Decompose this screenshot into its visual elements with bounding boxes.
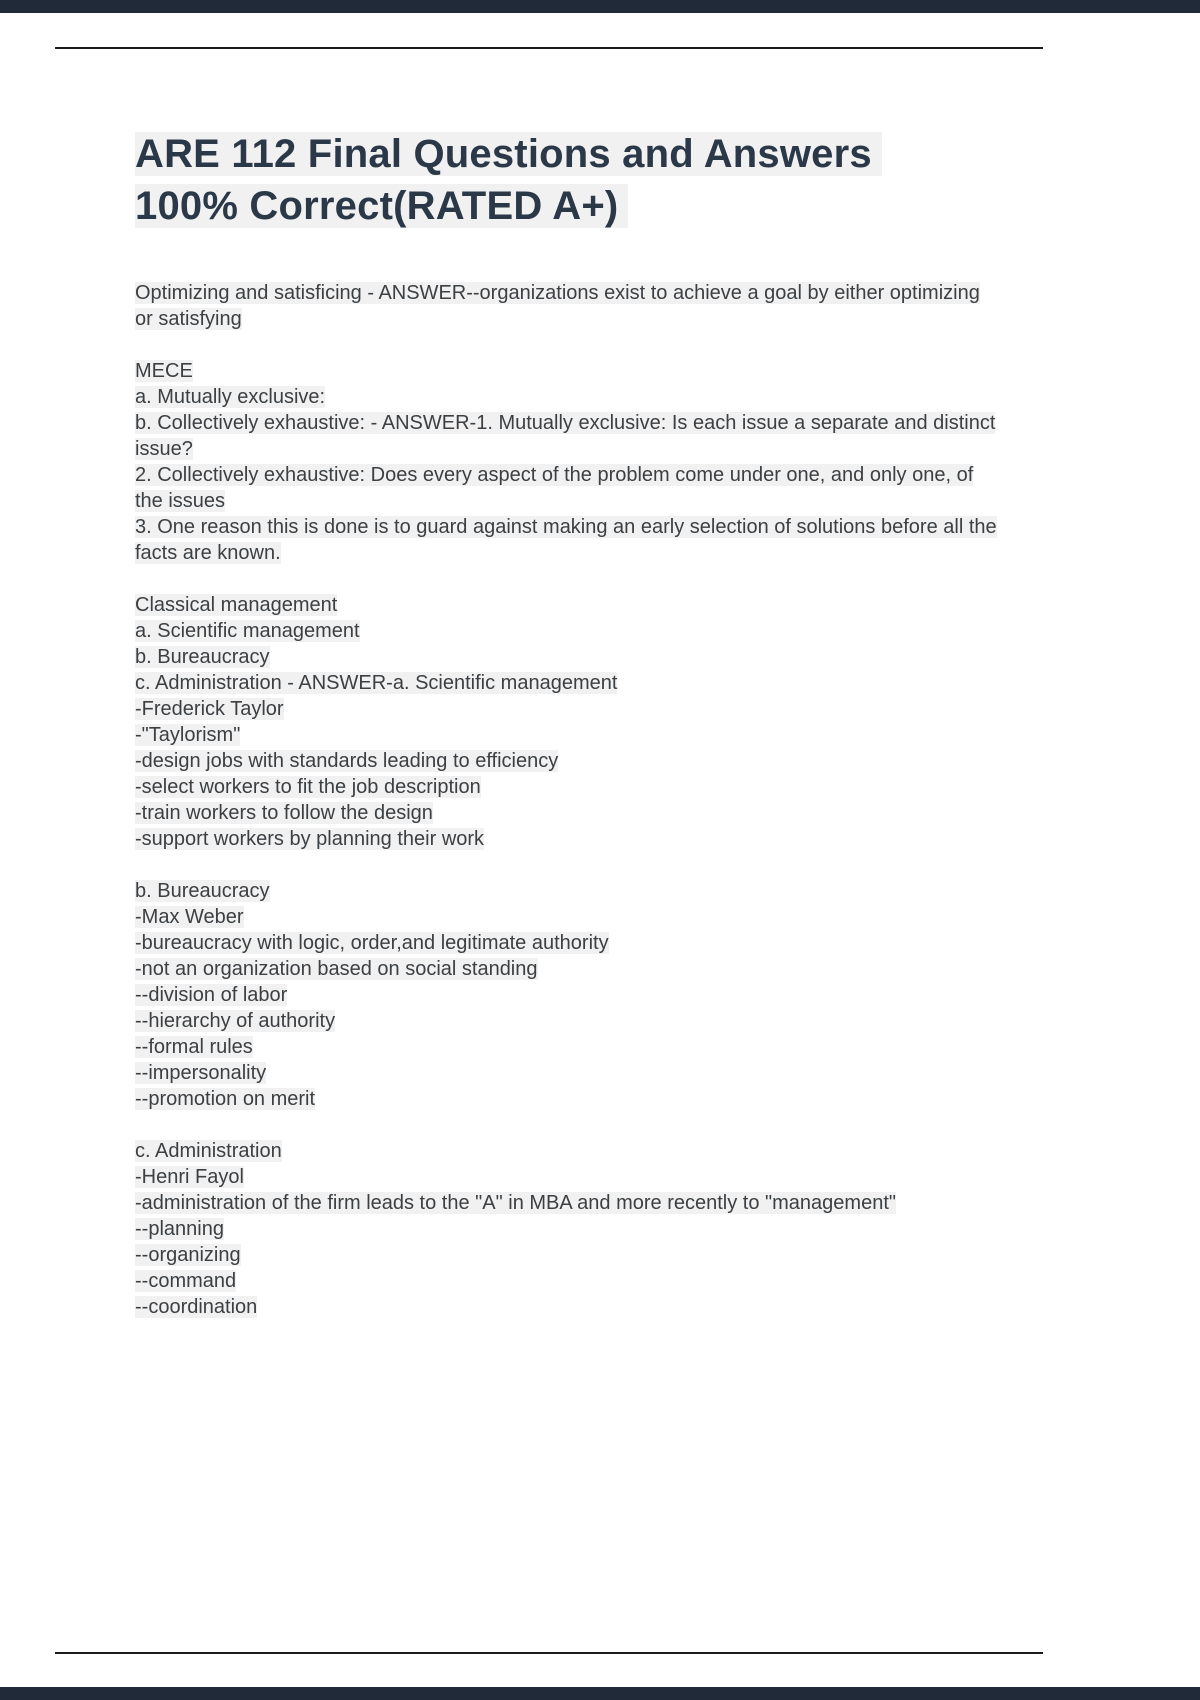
highlighted-text: -Max Weber bbox=[135, 906, 244, 928]
text-line bbox=[135, 514, 1003, 566]
text-line bbox=[135, 1190, 1003, 1216]
highlighted-text: Classical management bbox=[135, 594, 338, 616]
text-line bbox=[135, 956, 1003, 982]
highlighted-text: b. Bureaucracy bbox=[135, 880, 270, 902]
text-line bbox=[135, 462, 1003, 514]
document-paragraph bbox=[135, 1138, 1003, 1320]
document-content bbox=[135, 128, 1003, 1346]
text-line bbox=[135, 1138, 1003, 1164]
highlighted-text: 2. Collectively exhaustive: Does every aspect of the problem come under one, and only one, of the issues bbox=[135, 464, 974, 512]
top-border-bar bbox=[0, 0, 1200, 13]
text-line bbox=[135, 904, 1003, 930]
highlighted-text: b. Collectively exhaustive: - ANSWER-1. Mutually exclusive: Is each issue a separate and distinct issue? bbox=[135, 412, 996, 460]
highlighted-text: --impersonality bbox=[135, 1062, 267, 1084]
highlighted-text: -administration of the firm leads to the "A" in MBA and more recently to "management" bbox=[135, 1192, 896, 1214]
highlighted-text: -select workers to fit the job description bbox=[135, 776, 481, 798]
highlighted-text: -not an organization based on social standing bbox=[135, 958, 538, 980]
text-line bbox=[135, 1242, 1003, 1268]
text-line bbox=[135, 1164, 1003, 1190]
text-line bbox=[135, 592, 1003, 618]
highlighted-text: b. Bureaucracy bbox=[135, 646, 270, 668]
highlighted-text: -bureaucracy with logic, order,and legitimate authority bbox=[135, 932, 609, 954]
text-line bbox=[135, 878, 1003, 904]
text-line bbox=[135, 982, 1003, 1008]
text-line bbox=[135, 1268, 1003, 1294]
highlighted-text: -support workers by planning their work bbox=[135, 828, 485, 850]
text-line bbox=[135, 1060, 1003, 1086]
highlighted-text: --division of labor bbox=[135, 984, 288, 1006]
highlighted-text: c. Administration bbox=[135, 1140, 282, 1162]
text-line bbox=[135, 696, 1003, 722]
text-line bbox=[135, 410, 1003, 462]
highlighted-text: -train workers to follow the design bbox=[135, 802, 433, 824]
page-title bbox=[135, 128, 1003, 232]
text-line bbox=[135, 1008, 1003, 1034]
highlighted-text: --promotion on merit bbox=[135, 1088, 316, 1110]
bottom-rule bbox=[55, 1652, 1043, 1654]
highlighted-text: a. Mutually exclusive: bbox=[135, 386, 326, 408]
paragraph-list bbox=[135, 280, 1003, 1320]
highlighted-text: 3. One reason this is done is to guard against making an early selection of solutions before all the facts are known. bbox=[135, 516, 997, 564]
text-line bbox=[135, 1294, 1003, 1320]
highlighted-text: --command bbox=[135, 1270, 237, 1292]
text-line bbox=[135, 748, 1003, 774]
document-paragraph bbox=[135, 878, 1003, 1112]
document-paragraph bbox=[135, 592, 1003, 852]
text-line bbox=[135, 930, 1003, 956]
highlighted-text: --formal rules bbox=[135, 1036, 253, 1058]
text-line bbox=[135, 280, 1003, 332]
page-title-line-1: ARE 112 Final Questions and Answers bbox=[135, 132, 882, 176]
top-rule bbox=[55, 47, 1043, 49]
highlighted-text: --coordination bbox=[135, 1296, 258, 1318]
text-line bbox=[135, 384, 1003, 410]
text-line bbox=[135, 722, 1003, 748]
bottom-border-bar bbox=[0, 1687, 1200, 1700]
text-line bbox=[135, 826, 1003, 852]
highlighted-text: c. Administration - ANSWER-a. Scientific management bbox=[135, 672, 618, 694]
text-line bbox=[135, 1216, 1003, 1242]
text-line bbox=[135, 618, 1003, 644]
text-line bbox=[135, 670, 1003, 696]
document-paragraph bbox=[135, 358, 1003, 566]
highlighted-text: a. Scientific management bbox=[135, 620, 360, 642]
text-line bbox=[135, 358, 1003, 384]
highlighted-text: Optimizing and satisficing - ANSWER--organizations exist to achieve a goal by either optimizing or satisfying bbox=[135, 282, 980, 330]
highlighted-text: --organizing bbox=[135, 1244, 241, 1266]
page-title-line-2: 100% Correct(RATED A+) bbox=[135, 184, 628, 228]
highlighted-text: -Frederick Taylor bbox=[135, 698, 284, 720]
text-line bbox=[135, 800, 1003, 826]
highlighted-text: -design jobs with standards leading to efficiency bbox=[135, 750, 559, 772]
highlighted-text: -Henri Fayol bbox=[135, 1166, 244, 1188]
highlighted-text: --planning bbox=[135, 1218, 224, 1240]
highlighted-text: MECE bbox=[135, 360, 193, 382]
text-line bbox=[135, 644, 1003, 670]
highlighted-text: -"Taylorism" bbox=[135, 724, 241, 746]
text-line bbox=[135, 774, 1003, 800]
document-paragraph bbox=[135, 280, 1003, 332]
text-line bbox=[135, 1086, 1003, 1112]
text-line bbox=[135, 1034, 1003, 1060]
highlighted-text: --hierarchy of authority bbox=[135, 1010, 336, 1032]
